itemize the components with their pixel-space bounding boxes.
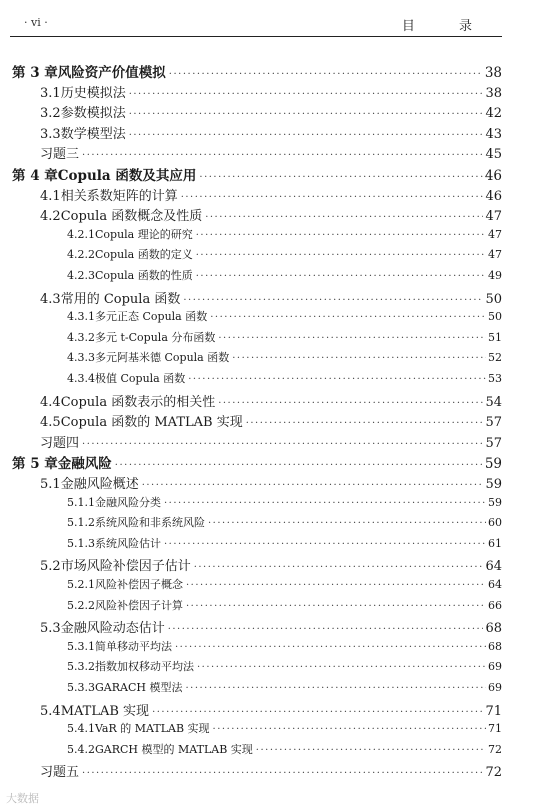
toc-entry-sub[interactable]	[67, 246, 502, 266]
toc-entry-page: 59	[485, 477, 502, 492]
toc-entry-page: 64	[485, 559, 502, 575]
toc-entry-page: 71	[488, 722, 502, 736]
toc-entry-page: 45	[485, 147, 502, 163]
dot-leader	[181, 192, 484, 203]
toc-entry-section[interactable]	[40, 391, 502, 411]
toc-entry-number: 5.1.2	[67, 516, 95, 530]
toc-entry-title: GARACH 模型法	[95, 681, 183, 694]
toc-entry-number: 5.2	[40, 559, 61, 575]
toc-entry-page: 72	[485, 765, 502, 781]
toc-entry-number: 5.1.1	[67, 495, 95, 509]
dot-leader	[197, 662, 486, 673]
toc-entry-page: 60	[488, 516, 502, 530]
dot-leader	[129, 109, 484, 120]
dot-leader	[175, 642, 486, 653]
toc-entry-page: 46	[484, 168, 502, 184]
toc-entry-page: 38	[485, 85, 502, 101]
toc-entry-page: 53	[488, 372, 502, 385]
watermark: 大数据	[6, 792, 39, 805]
toc-entry-page: 59	[484, 456, 502, 473]
toc-entry-number: 第 3 章	[12, 65, 58, 81]
toc-entry-number: 5.3.1	[67, 639, 95, 653]
toc-entry-page: 47	[485, 209, 502, 225]
toc-entry-section[interactable]	[40, 185, 502, 205]
toc-entry-page: 57	[485, 435, 502, 451]
toc-entry-section[interactable]	[40, 411, 502, 431]
toc-entry-sub[interactable]	[67, 597, 502, 617]
toc-entry-title: Copula 函数概念及性质	[60, 209, 203, 225]
toc-entry-title: 数学模型法	[60, 126, 126, 142]
toc-entry-page: 42	[485, 106, 502, 122]
dot-leader	[164, 498, 486, 509]
toc-entry-page: 64	[488, 578, 502, 591]
toc-entry-title: Copula 函数的性质	[95, 269, 193, 282]
toc-entry-sub[interactable]	[67, 658, 502, 678]
toc-entry-number: 4.3.4	[67, 372, 95, 385]
page-header	[10, 10, 502, 36]
toc-entry-number: 5.4	[40, 703, 61, 719]
toc-entry-page: 38	[484, 65, 502, 81]
dot-leader	[169, 69, 483, 80]
toc-entry-number: 5.1	[40, 477, 61, 492]
dot-leader	[188, 374, 486, 385]
toc-entry-sub[interactable]	[67, 741, 502, 761]
page-number: · vi ·	[24, 16, 48, 29]
toc-entry-sub[interactable]	[67, 514, 502, 534]
toc-entry-number: 5.3	[40, 621, 61, 637]
dot-leader	[256, 745, 486, 756]
toc-entry-title: 风险补偿因子计算	[95, 598, 183, 612]
dot-leader	[164, 539, 486, 550]
dot-leader	[129, 89, 484, 100]
toc-entry-title: 极值 Copula 函数	[95, 372, 186, 385]
toc-entry-page: 72	[488, 742, 502, 756]
toc-entry-number: 4.4	[40, 394, 61, 410]
toc-entry-number: 5.4.1	[67, 722, 95, 736]
toc-entry-title: 金融风险	[57, 456, 112, 473]
toc-entry-page: 51	[488, 330, 502, 344]
toc-entry-number: 4.2	[40, 209, 61, 225]
toc-entry-chapter[interactable]	[12, 164, 502, 184]
toc-entry-exercise[interactable]	[40, 761, 502, 781]
toc-entry-section[interactable]	[40, 82, 502, 102]
toc-entry-page: 59	[488, 495, 502, 509]
toc-entry-title: MATLAB 实现	[60, 703, 150, 719]
toc-entry-title: Copula 函数及其应用	[57, 168, 197, 184]
toc-entry-sub[interactable]	[67, 329, 502, 349]
toc-entry-page: 57	[485, 415, 502, 431]
toc-entry-number: 4.3.3	[67, 351, 95, 365]
toc-entry-section[interactable]	[40, 555, 502, 575]
toc-entry-number: 4.2.2	[67, 248, 95, 262]
toc-entry-section[interactable]	[40, 617, 502, 637]
toc-entry-title: 风险资产价值模拟	[57, 65, 166, 81]
toc-entry-section[interactable]	[40, 288, 502, 308]
toc-entry-number: 3.2	[40, 106, 61, 122]
toc-entry-number: 5.2.2	[67, 598, 95, 612]
toc-entry-number: 5.4.2	[67, 742, 95, 756]
toc-entry-number: 4.3	[40, 291, 61, 307]
toc-entry-page: 68	[488, 639, 502, 653]
toc-entry-number: 3.1	[40, 85, 61, 101]
running-title: 目 录	[401, 19, 492, 34]
toc-entry-sub[interactable]	[67, 226, 502, 246]
header-rule	[10, 36, 502, 37]
toc-entry-title: 多元阿基米德 Copula 函数	[95, 351, 230, 365]
toc-entry-page: 69	[488, 660, 502, 674]
toc-entry-page: 50	[485, 291, 502, 307]
toc-entry-number: 4.2.3	[67, 269, 95, 282]
toc-entry-title: Copula 函数表示的相关性	[60, 394, 216, 410]
dot-leader	[196, 271, 486, 282]
toc-entry-page: 69	[488, 681, 502, 694]
toc-entry-sub[interactable]	[67, 370, 502, 390]
toc-entry-chapter[interactable]	[12, 61, 502, 81]
dot-leader	[196, 230, 486, 241]
toc-entry-number: 第 4 章	[12, 168, 58, 184]
toc-entry-title: 习题四	[40, 435, 80, 451]
toc-entry-number: 4.2.1	[67, 227, 95, 241]
toc-entry-title: Copula 理论的研究	[95, 227, 193, 241]
dot-leader	[218, 333, 486, 344]
toc-entry-page: 46	[485, 188, 502, 204]
toc-entry-exercise[interactable]	[40, 143, 502, 163]
dot-leader	[115, 460, 483, 471]
toc-entry-number: 5.3.3	[67, 681, 95, 694]
dot-leader	[183, 295, 483, 306]
toc-entry-section[interactable]	[40, 123, 502, 143]
toc-entry-title: 常用的 Copula 函数	[60, 291, 181, 307]
toc-entry-number: 5.3.2	[67, 660, 95, 674]
toc-entry-page: 47	[488, 248, 502, 262]
toc-entry-title: 相关系数矩阵的计算	[60, 188, 178, 204]
dot-leader	[208, 518, 486, 529]
dot-leader	[205, 212, 483, 223]
toc-entry-sub[interactable]	[67, 267, 502, 287]
toc-entry-title: VaR 的 MATLAB 实现	[95, 722, 210, 736]
toc-entry-sub[interactable]	[67, 576, 502, 596]
toc-entry-page: 52	[488, 351, 502, 365]
dot-leader	[152, 707, 483, 718]
dot-leader	[218, 398, 483, 409]
toc-entry-page: 71	[485, 703, 502, 719]
dot-leader	[199, 172, 482, 183]
dot-leader	[213, 724, 486, 735]
dot-leader	[210, 312, 486, 323]
dot-leader	[129, 130, 484, 141]
toc-entry-title: 系统风险和非系统风险	[95, 516, 205, 530]
toc-entry-sub[interactable]	[67, 720, 502, 740]
toc-entry-title: 金融风险分类	[95, 495, 161, 509]
dot-leader	[168, 624, 484, 635]
toc-entry-number: 3.3	[40, 126, 61, 142]
toc-entry-title: 参数模拟法	[60, 106, 126, 122]
toc-entry-chapter[interactable]	[12, 452, 502, 472]
toc-entry-sub[interactable]	[67, 494, 502, 514]
toc-entry-number: 5.1.3	[67, 536, 95, 550]
toc-entry-title: 简单移动平均法	[95, 639, 172, 653]
toc-entry-page: 68	[485, 621, 502, 637]
toc-entry-page: 66	[488, 598, 502, 612]
toc-entry-page: 61	[488, 536, 502, 550]
toc-entry-title: 习题三	[40, 147, 80, 163]
toc-entry-number: 第 5 章	[12, 456, 58, 473]
toc-entry-section[interactable]	[40, 102, 502, 122]
dot-leader	[194, 562, 484, 573]
dot-leader	[82, 439, 483, 450]
toc-entry-number: 4.3.1	[67, 310, 95, 324]
toc-entry-page: 54	[485, 394, 502, 410]
toc-entry-title: 指数加权移动平均法	[95, 660, 194, 674]
toc-entry-sub[interactable]	[67, 638, 502, 658]
toc-entry-page: 49	[488, 269, 502, 282]
dot-leader	[246, 418, 484, 429]
dot-leader	[186, 580, 486, 591]
toc-entry-title: 市场风险补偿因子估计	[60, 559, 191, 575]
toc-entry-exercise[interactable]	[40, 432, 502, 452]
toc-entry-page: 50	[488, 310, 502, 324]
toc-entry-title: 系统风险估计	[95, 536, 161, 550]
toc-entry-sub[interactable]	[67, 349, 502, 369]
toc-entry-number: 5.2.1	[67, 578, 95, 591]
dot-leader	[82, 150, 483, 161]
toc-entry-title: Copula 函数的 MATLAB 实现	[60, 415, 243, 431]
toc-entry-section[interactable]	[40, 700, 502, 720]
toc-entry-sub[interactable]	[67, 535, 502, 555]
dot-leader	[196, 250, 486, 261]
toc-entry-sub[interactable]	[67, 308, 502, 328]
toc-entry-title: 风险补偿因子概念	[95, 578, 183, 591]
toc-entry-title: GARCH 模型的 MATLAB 实现	[95, 742, 253, 756]
toc-entry-title: 历史模拟法	[60, 85, 126, 101]
toc-entry-title: Copula 函数的定义	[95, 248, 193, 262]
dot-leader	[142, 480, 484, 491]
dot-leader	[185, 683, 486, 694]
toc-entry-title: 金融风险概述	[60, 477, 139, 492]
toc-entry-title: 金融风险动态估计	[60, 621, 165, 637]
toc-entry-title: 多元正态 Copula 函数	[95, 310, 208, 324]
dot-leader	[82, 768, 483, 779]
toc-entry-title: 习题五	[40, 765, 80, 781]
dot-leader	[186, 601, 486, 612]
toc-entry-section[interactable]	[40, 473, 502, 493]
dot-leader	[232, 353, 486, 364]
toc-entry-number: 4.1	[40, 188, 61, 204]
toc-entry-page: 47	[488, 227, 502, 241]
toc-entry-number: 4.3.2	[67, 330, 95, 344]
toc-entry-section[interactable]	[40, 205, 502, 225]
toc-entry-number: 4.5	[40, 415, 61, 431]
toc-entry-sub[interactable]	[67, 679, 502, 699]
toc-entry-page: 43	[485, 126, 502, 142]
toc-entry-title: 多元 t-Copula 分布函数	[95, 330, 216, 344]
